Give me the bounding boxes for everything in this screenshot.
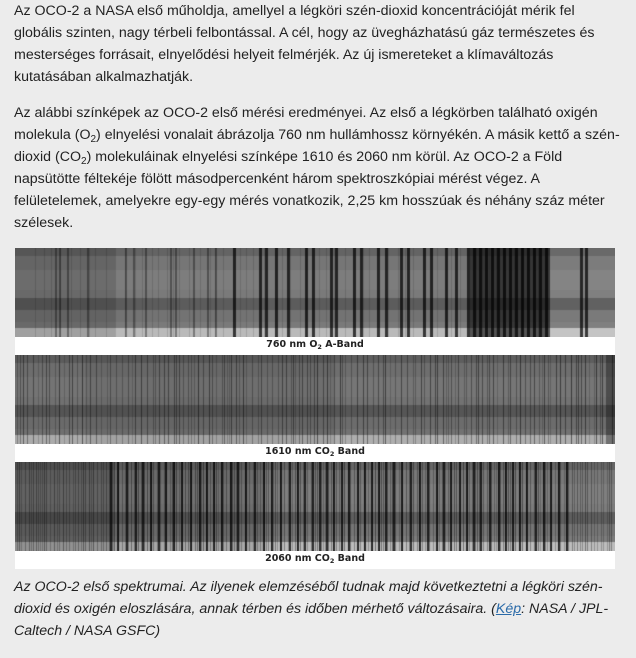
band-label-subscript: 2: [329, 557, 335, 565]
band-label-subscript: 2: [329, 450, 335, 458]
caption-text: Az OCO-2 első spektrumai. Az ilyenek elemzéséből tudnak majd következtetni a légköri szén-dioxid és oxigén eloszlására, annak térben és időben mérhető változásaira. (: [14, 579, 603, 617]
figure-caption: [14, 576, 624, 642]
band-label: [15, 337, 615, 353]
subscript: 2: [81, 156, 87, 167]
subscript: 2: [90, 134, 97, 145]
paragraph-text: Az alábbi színképek az OCO-2 első mérési eredményei. Az első a légkörben található oxigén molekula (O: [14, 105, 598, 143]
band-label: [15, 444, 615, 460]
spectrum-panel-760nm: [15, 248, 615, 355]
caption-credit-text: : NASA / JPL-Caltech / NASA GSFC): [14, 601, 609, 639]
band-label: [15, 551, 615, 567]
band-label-text: Band: [334, 553, 365, 564]
paragraph-text: ) molekuláinak elnyelési színképe 1610 és 2060 nm körül. Az OCO-2 a Föld napsütötte féltekéje fölött másodpercenként három spektroszkópiai mérést végez. A felületelemek, amelyekre egy-egy mérés vonatkozik, 2,25 km hosszúak és néhány száz méter szélesek.: [14, 149, 605, 231]
band-label-text: A-Band: [321, 339, 364, 350]
spectrum-image-1610nm: [15, 355, 615, 444]
band-label-text: 1610 nm CO: [265, 446, 330, 457]
paragraph-text: ) elnyelési vonalait ábrázolja 760 nm hullámhossz környékén. A másik kettő a szén-dioxid (CO: [14, 127, 620, 165]
spectrum-image-2060nm: [15, 462, 615, 551]
band-label-text: 2060 nm CO: [265, 553, 330, 564]
spectra-figure: [15, 248, 615, 569]
band-label-text: Band: [334, 446, 365, 457]
spectra-description-paragraph: [14, 102, 624, 234]
spectrum-image-760nm: [15, 248, 615, 337]
image-credit-link[interactable]: Kép: [495, 601, 522, 617]
spectrum-panel-1610nm: [15, 355, 615, 462]
intro-paragraph: Az OCO-2 a NASA első műholdja, amellyel a légköri szén-dioxid koncentrációját mérik fel globális szinten, nagy térbeli felbontással. A cél, hogy az üvegházhatású gáz természetes és mesterséges forrásait, elnyelődési helyeit felmérjék. Az új ismereteket a klímaváltozás kutatásában alkalmazhatják.: [14, 3, 595, 85]
band-label-subscript: 2: [317, 343, 322, 351]
spectrum-panel-2060nm: [15, 462, 615, 569]
band-label-text: 760 nm O: [266, 339, 318, 350]
